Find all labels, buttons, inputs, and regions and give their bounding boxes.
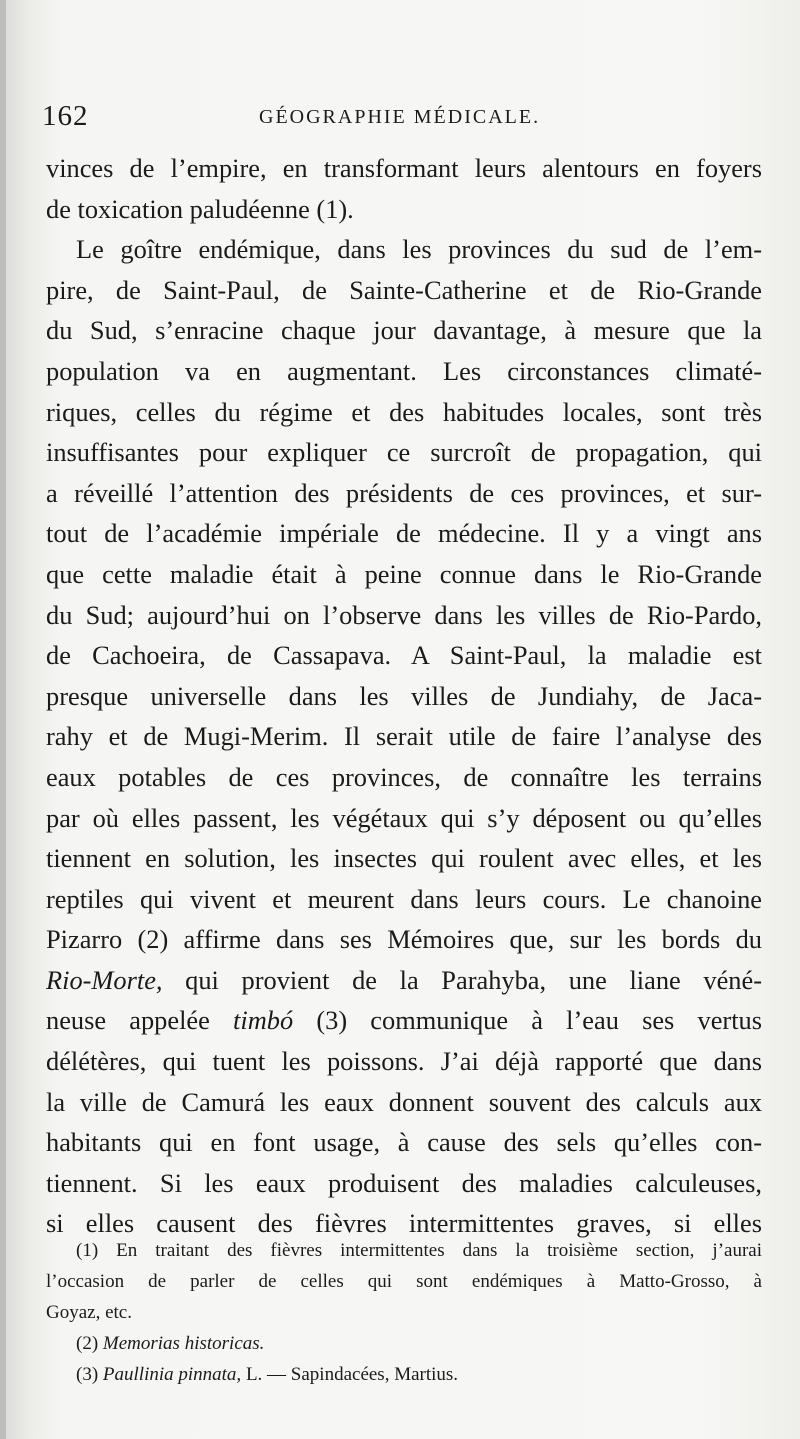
body-line: tout de l’académie impériale de médecine. Il y a vingt ans	[46, 518, 762, 549]
footnote-3-marker: (3)	[76, 1364, 103, 1385]
footnotes	[46, 1235, 762, 1390]
body-line: la ville de Camurá les eaux donnent souvent des calculs aux	[46, 1086, 762, 1117]
body-line: du Sud; aujourd’hui on l’observe dans les villes de Rio-Pardo,	[46, 599, 762, 630]
body-line: tiennent en solution, les insectes qui roulent avec elles, et les	[46, 843, 762, 874]
footnote-2	[46, 1328, 762, 1359]
italic-rio-morte: Rio-Morte,	[46, 964, 163, 995]
body-line: presque universelle dans les villes de Jundiahy, de Jaca-	[46, 680, 762, 711]
page-edge-shadow	[0, 0, 6, 1439]
body-line: que cette maladie était à peine connue dans le Rio-Grande	[46, 558, 762, 589]
footnote-2-title: Memorias historicas.	[102, 1333, 265, 1354]
body-line: population va en augmentant. Les circonstances climaté-	[46, 355, 762, 386]
body-line: Pizarro (2) affirme dans ses Mémoires que, sur les bords du	[46, 924, 762, 955]
footnote-1-line-1: (1) En traitant des fièvres intermittentes dans la troisième section, j’aurai	[76, 1240, 762, 1261]
body-line: reptiles qui vivent et meurent dans leurs cours. Le chanoine	[46, 883, 762, 914]
body-text-fragment: qui provient de la Parahyba, une liane véné-	[162, 964, 762, 995]
body-line: insuffisantes pour expliquer ce surcroît de propagation, qui	[46, 437, 762, 468]
footnote-3-species: Paullinia pinnata,	[102, 1364, 242, 1385]
body-line: de Cachoeira, de Cassapava. A Saint-Paul, la maladie est	[46, 640, 762, 671]
footnote-1-line-3: Goyaz, etc.	[46, 1302, 132, 1323]
footnote-2-marker: (2)	[76, 1333, 103, 1354]
body-text-fragment: neuse appelée	[46, 1005, 234, 1036]
running-head: GÉOGRAPHIE MÉDICALE.	[259, 106, 541, 128]
body-line: de toxication paludéenne (1).	[46, 193, 354, 224]
body-line: riques, celles du régime et des habitudes locales, sont très	[46, 396, 762, 427]
body-line: délétères, qui tuent les poissons. J’ai déjà rapporté que dans	[46, 1046, 762, 1077]
body-line-rio-morte	[46, 960, 762, 1001]
body-line: Le goître endémique, dans les provinces du sud de l’em-	[76, 234, 762, 265]
body-line: eaux potables de ces provinces, de connaître les terrains	[46, 761, 762, 792]
body-line: habitants qui en font usage, à cause des sels qu’elles con-	[46, 1127, 762, 1158]
page-number: 162	[42, 100, 89, 132]
body-line: rahy et de Mugi-Merim. Il serait utile de faire l’analyse des	[46, 721, 762, 752]
body-line: si elles causent des fièvres intermittentes graves, si elles	[46, 1208, 762, 1239]
page-header	[40, 100, 760, 140]
body-text	[46, 148, 762, 1244]
body-line: vinces de l’empire, en transformant leurs alentours en foyers	[46, 153, 762, 183]
body-line: par où elles passent, les végétaux qui s’y déposent ou qu’elles	[46, 802, 762, 833]
footnote-3-rest: L. — Sapindacées, Martius.	[241, 1364, 459, 1385]
body-line: tiennent. Si les eaux produisent des maladies calculeuses,	[46, 1167, 762, 1198]
body-line-timbo	[46, 1000, 762, 1041]
body-line: pire, de Saint-Paul, de Sainte-Catherine et de Rio-Grande	[46, 274, 762, 305]
footnote-3	[46, 1359, 762, 1390]
body-line: a réveillé l’attention des présidents de ces provinces, et sur-	[46, 477, 762, 508]
footnote-1-line-2: l’occasion de parler de celles qui sont endémiques à Matto-Grosso, à	[46, 1271, 762, 1292]
body-text-fragment: (3) communique à l’eau ses vertus	[293, 1005, 762, 1036]
body-line: du Sud, s’enracine chaque jour davantage, à mesure que la	[46, 315, 762, 346]
italic-timbo: timbó	[233, 1005, 294, 1036]
